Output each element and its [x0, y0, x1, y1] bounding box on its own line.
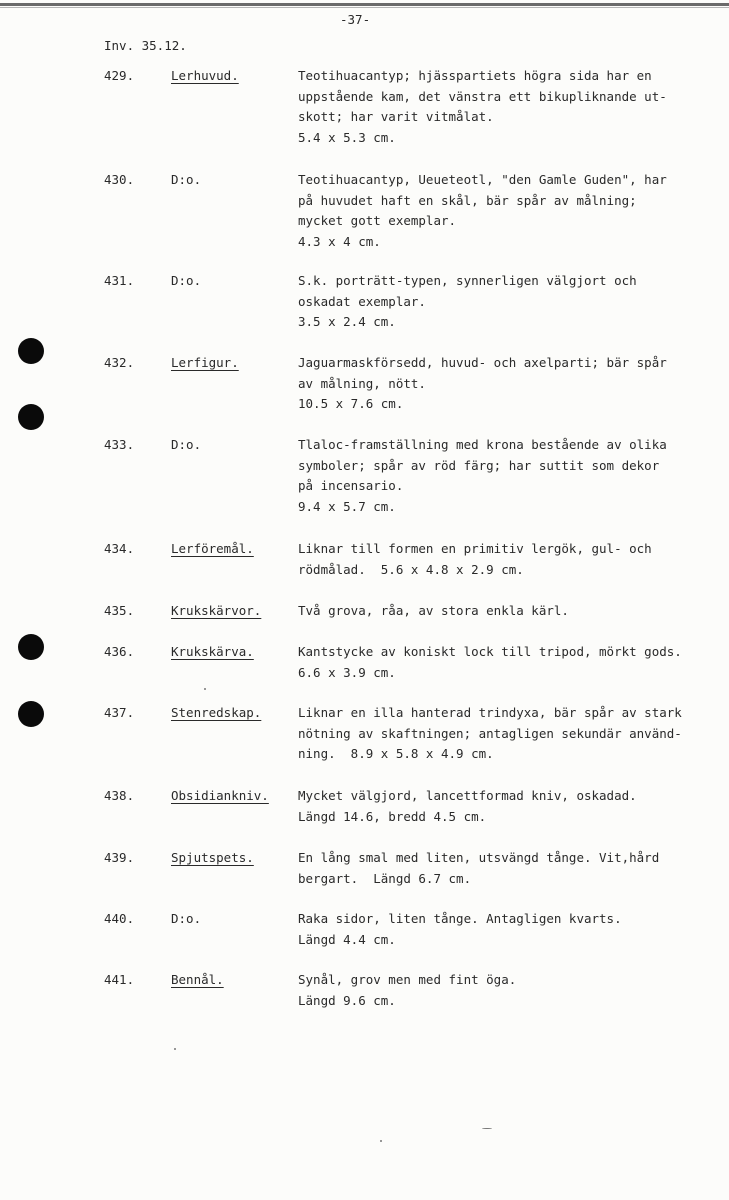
object-description: Teotihuacantyp; hjässpartiets högra sida har en uppstående kam, det vänstra ett bikupliknande ut- skott; har varit vitmålat. 5.4 x 5.3 cm.	[298, 68, 667, 145]
entry-number: 434.	[104, 541, 135, 556]
paper-speck	[482, 1128, 492, 1129]
object-description: Liknar en illa hanterad trindyxa, bär spår av stark nötning av skaftningen; antagligen sekundär använd- ning. 8.9 x 5.8 x 4.9 cm.	[298, 705, 682, 761]
object-name: D:o.	[171, 911, 202, 926]
punch-hole	[18, 634, 44, 660]
object-name: Stenredskap.	[171, 705, 262, 720]
object-description: Kantstycke av koniskt lock till tripod, mörkt gods. 6.6 x 3.9 cm.	[298, 644, 682, 680]
entry-number: 440.	[104, 911, 135, 926]
object-description: Två grova, råa, av stora enkla kärl.	[298, 603, 569, 618]
object-name: Krukskärva.	[171, 644, 254, 659]
object-description: Raka sidor, liten tånge. Antagligen kvarts. Längd 4.4 cm.	[298, 911, 622, 947]
object-name: Obsidiankniv.	[171, 788, 269, 803]
object-description: Liknar till formen en primitiv lergök, gul- och rödmålad. 5.6 x 4.8 x 2.9 cm.	[298, 541, 652, 577]
inventory-number: Inv. 35.12.	[104, 38, 187, 53]
entry-number: 439.	[104, 850, 135, 865]
object-description: Synål, grov men med fint öga. Längd 9.6 cm.	[298, 972, 517, 1008]
object-name: Bennål.	[171, 972, 224, 987]
entry-number: 436.	[104, 644, 135, 659]
entry-number: 441.	[104, 972, 135, 987]
object-description: Tlaloc-framställning med krona bestående av olika symboler; spår av röd färg; har suttit som dekor på incensario. 9.4 x 5.7 cm.	[298, 437, 667, 514]
entry-number: 430.	[104, 172, 135, 187]
entry-number: 433.	[104, 437, 135, 452]
object-description: En lång smal med liten, utsvängd tånge. Vit,hård bergart. Längd 6.7 cm.	[298, 850, 660, 886]
punch-hole	[18, 701, 44, 727]
object-name: Lerhuvud.	[171, 68, 239, 83]
paper-speck	[204, 688, 206, 690]
paper-speck	[174, 1048, 176, 1050]
entry-number: 431.	[104, 273, 135, 288]
entry-number: 432.	[104, 355, 135, 370]
object-description: Mycket välgjord, lancettformad kniv, oskadad. Längd 14.6, bredd 4.5 cm.	[298, 788, 637, 824]
paper-speck	[380, 1140, 382, 1142]
punch-hole	[18, 338, 44, 364]
object-name: D:o.	[171, 437, 202, 452]
punch-hole	[18, 404, 44, 430]
object-name: D:o.	[171, 273, 202, 288]
entry-number: 429.	[104, 68, 135, 83]
page-number: -37-	[340, 12, 371, 27]
object-description: Teotihuacantyp, Ueueteotl, "den Gamle Guden", har på huvudet haft en skål, bär spår av målning; mycket gott exemplar. 4.3 x 4 cm.	[298, 172, 667, 249]
object-name: Spjutspets.	[171, 850, 254, 865]
object-name: D:o.	[171, 172, 202, 187]
entry-number: 437.	[104, 705, 135, 720]
object-description: S.k. porträtt-typen, synnerligen välgjort och oskadat exemplar. 3.5 x 2.4 cm.	[298, 273, 637, 329]
top-edge-rule-thin	[0, 7, 729, 8]
top-edge-rule	[0, 3, 729, 6]
object-name: Lerföremål.	[171, 541, 254, 556]
entry-number: 435.	[104, 603, 135, 618]
object-name: Lerfigur.	[171, 355, 239, 370]
object-name: Krukskärvor.	[171, 603, 262, 618]
entry-number: 438.	[104, 788, 135, 803]
object-description: Jaguarmaskförsedd, huvud- och axelparti; bär spår av målning, nött. 10.5 x 7.6 cm.	[298, 355, 667, 411]
